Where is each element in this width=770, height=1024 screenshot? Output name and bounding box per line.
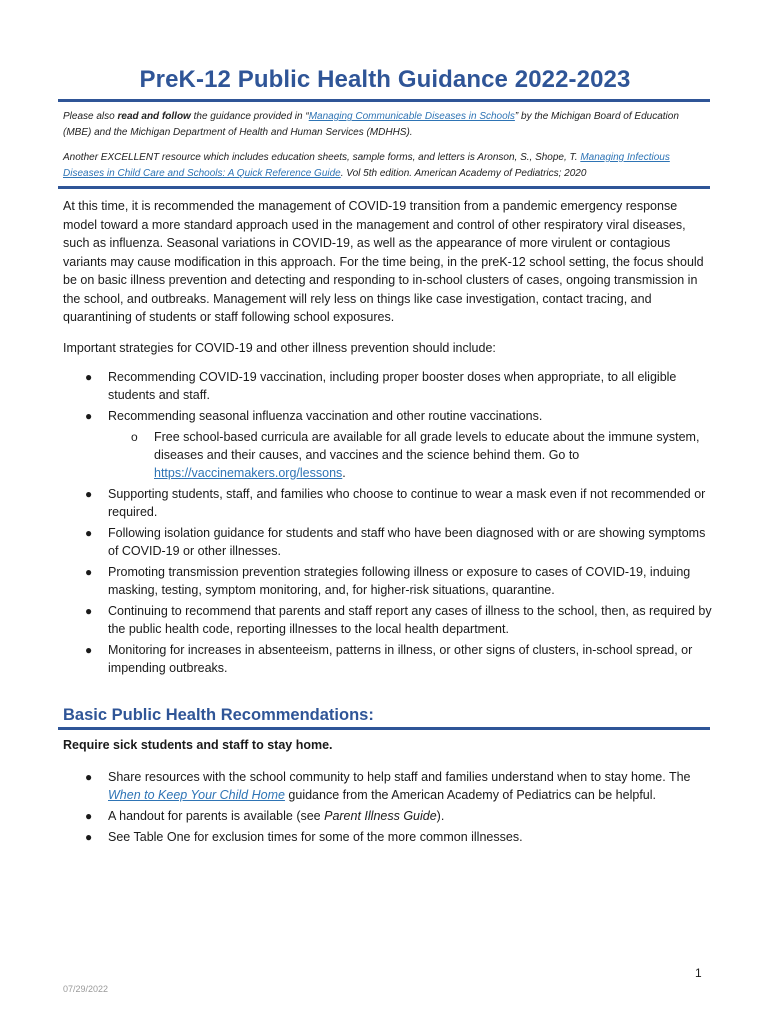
section-heading: Basic Public Health Recommendations: [63,706,374,724]
bullet-icon: ● [85,370,93,384]
title-rule [58,99,710,102]
covid-management-paragraph: At this time, it is recommended the management of COVID-19 transition from a pandemic emergency response model toward a more standard approach used in the management and control of other respiratory viral diseases, such as influenza. Seasonal variations in COVID-19, as well as the appearance of more virulent or contagious variants may cause modification in this approach. For the time being, in the preK-12 school setting, the focus should be on basic illness prevention and detecting and responding to in-school clusters of cases, ongoing transmission in the school, and outbreaks. Management will rely less on things like case investigation, contact tracing, and quarantining of students or staff following school exposures. [63,199,704,324]
list-item [63,524,715,560]
page-number: 1 [695,966,702,980]
intro-1-post: ” by the Michigan Board of Education (MBE) and the Michigan Department of Health and Human Services (MDHHS). [63,111,679,138]
list-item [63,828,715,846]
list-item [63,563,715,599]
list-item-text: Promoting transmission prevention strategies following illness or exposure to cases of COVID-19, induing masking, testing, symptom monitoring, and, for higher-risk situations, quarantine. [108,565,691,597]
footer-date: 07/29/2022 [63,984,109,994]
sub-list-item-text: Free school-based curricula are available for all grade levels to educate about the immune system, diseases and their causes, and vaccines and the science behind them. Go to [154,430,700,462]
intro-2-pre: Another EXCELLENT resource which includes education sheets, sample forms, and letters is Aronson, S., Shope, T. [63,152,581,163]
list-item [63,407,715,482]
list-item-text: Continuing to recommend that parents and staff report any cases of illness to the school, then, as required by the public health code, reporting illnesses to the local health department. [108,604,712,636]
bullet-icon: ● [85,809,93,823]
bullet-icon: ● [85,643,93,657]
b1-post: guidance from the American Academy of Pediatrics can be helpful. [284,788,656,802]
intro-1-pre: Please also [63,111,118,122]
intro-paragraph-1 [63,109,708,141]
intro-1-mid: the guidance provided in “ [190,111,309,122]
bullet-icon: ● [85,770,93,784]
list-item [63,807,715,825]
b1-pre: Share resources with the school community to help staff and families understand when to stay home. The [108,770,691,784]
managing-communicable-diseases-link[interactable]: Managing Communicable Diseases in Schools [308,111,515,122]
list-item-text: Following isolation guidance for students and staff who have been diagnosed with or are showing symptoms of COVID-19 or other illnesses. [108,526,706,558]
sub-list [108,428,715,482]
when-to-keep-child-home-link[interactable]: When to Keep Your Child Home [108,788,285,802]
bullet-icon: ● [85,604,93,618]
section-subheading: Require sick students and staff to stay home. [63,738,333,752]
strategies-intro: Important strategies for COVID-19 and other illness prevention should include: [63,341,496,355]
list-item [63,368,715,404]
b2-pre: A handout for parents is available (see [108,809,325,823]
strategies-list [63,368,715,680]
recommendations-list [63,768,715,849]
bullet-icon: ● [85,830,93,844]
sub-list-item-end: . [342,466,346,480]
list-item-text: Recommending seasonal influenza vaccination and other routine vaccinations. [108,409,543,423]
bullet-icon: ● [85,487,93,501]
hollow-bullet-icon: o [131,430,138,444]
b2-post: ). [436,809,445,823]
list-item [63,641,715,677]
list-item-text: Recommending COVID-19 vaccination, including proper booster doses when appropriate, to all eligible students and staff. [108,370,677,402]
intro-rule [58,186,710,189]
vaccinemakers-link[interactable]: https://vaccinemakers.org/lessons [154,466,343,480]
intro-1-bold: read and follow [117,111,191,122]
list-item-text: Supporting students, staff, and families who choose to continue to wear a mask even if not recommended or required. [108,487,706,519]
bullet-icon: ● [85,409,93,423]
bullet-icon: ● [85,526,93,540]
bullet-icon: ● [85,565,93,579]
intro-paragraph-2 [63,150,708,182]
sub-list-item [108,428,715,482]
list-item [63,602,715,638]
list-item [63,768,715,804]
intro-2-post: . Vol 5th edition. American Academy of Pediatrics; 2020 [340,168,587,179]
b3-text: See Table One for exclusion times for some of the more common illnesses. [108,830,523,844]
list-item [63,485,715,521]
page-title: PreK-12 Public Health Guidance 2022-2023 [139,66,631,93]
parent-illness-guide: Parent Illness Guide [324,809,437,823]
managing-infectious-diseases-link[interactable]: Managing Infectious Diseases in Child Care and Schools: A Quick Reference Guide [63,152,670,179]
section-rule [58,727,710,730]
list-item-text: Monitoring for increases in absenteeism, patterns in illness, or other signs of clusters, in-school spread, or impending outbreaks. [108,643,693,675]
